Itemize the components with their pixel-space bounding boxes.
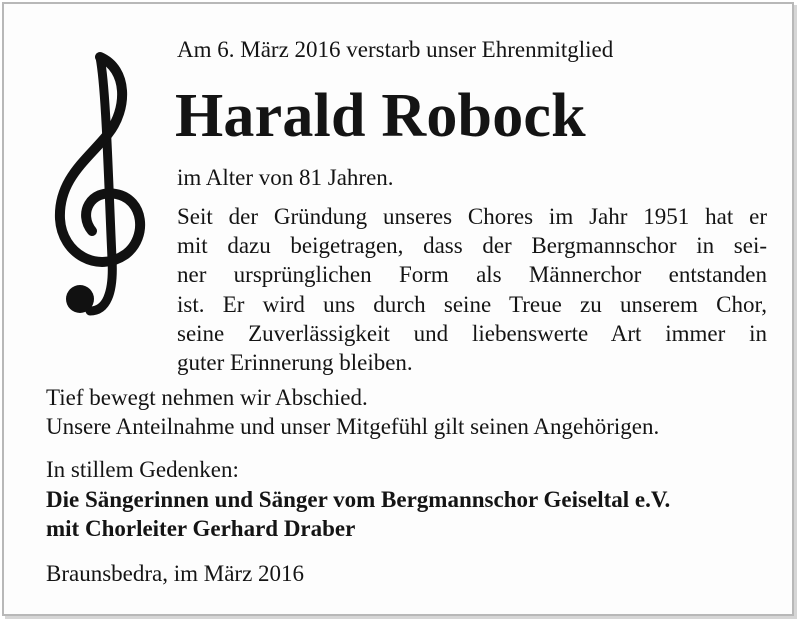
paragraph-line: seine Zuverlässigkeit und liebenswerte Art immer in [177,320,767,346]
place-date: Braunsbedra, im März 2016 [46,561,305,586]
intro-text: Am 6. März 2016 verstarb unser Ehrenmitglied [177,37,614,62]
signature-line-1: Die Sängerinnen und Sänger vom Bergmannschor Geiseltal e.V. [46,487,671,512]
tribute-paragraph [177,202,767,377]
age-text: im Alter von 81 Jahren. [177,165,394,190]
memory-text: In stillem Gedenken: [46,457,239,482]
paragraph-line: guter Erinnerung bleiben. [177,349,413,375]
paragraph-line: ner ursprünglichen Form als Männerchor entstanden [177,262,767,288]
farewell-text: Tief bewegt nehmen wir Abschied. [46,385,368,410]
signature-line-2: mit Chorleiter Gerhard Draber [46,516,356,541]
treble-clef-icon [48,49,152,319]
paragraph-line: mit dazu beigetragen, dass der Bergmannschor in sei- [177,233,767,259]
obituary-card [2,2,794,616]
condolence-text: Unsere Anteilnahme und unser Mitgefühl gilt seinen Angehörigen. [46,414,660,439]
paragraph-line: ist. Er wird uns durch seine Treue zu unserem Chor, [177,291,767,317]
paragraph-line: Seit der Gründung unseres Chores im Jahr 1951 hat er [177,204,767,229]
deceased-name: Harald Robock [175,82,586,150]
